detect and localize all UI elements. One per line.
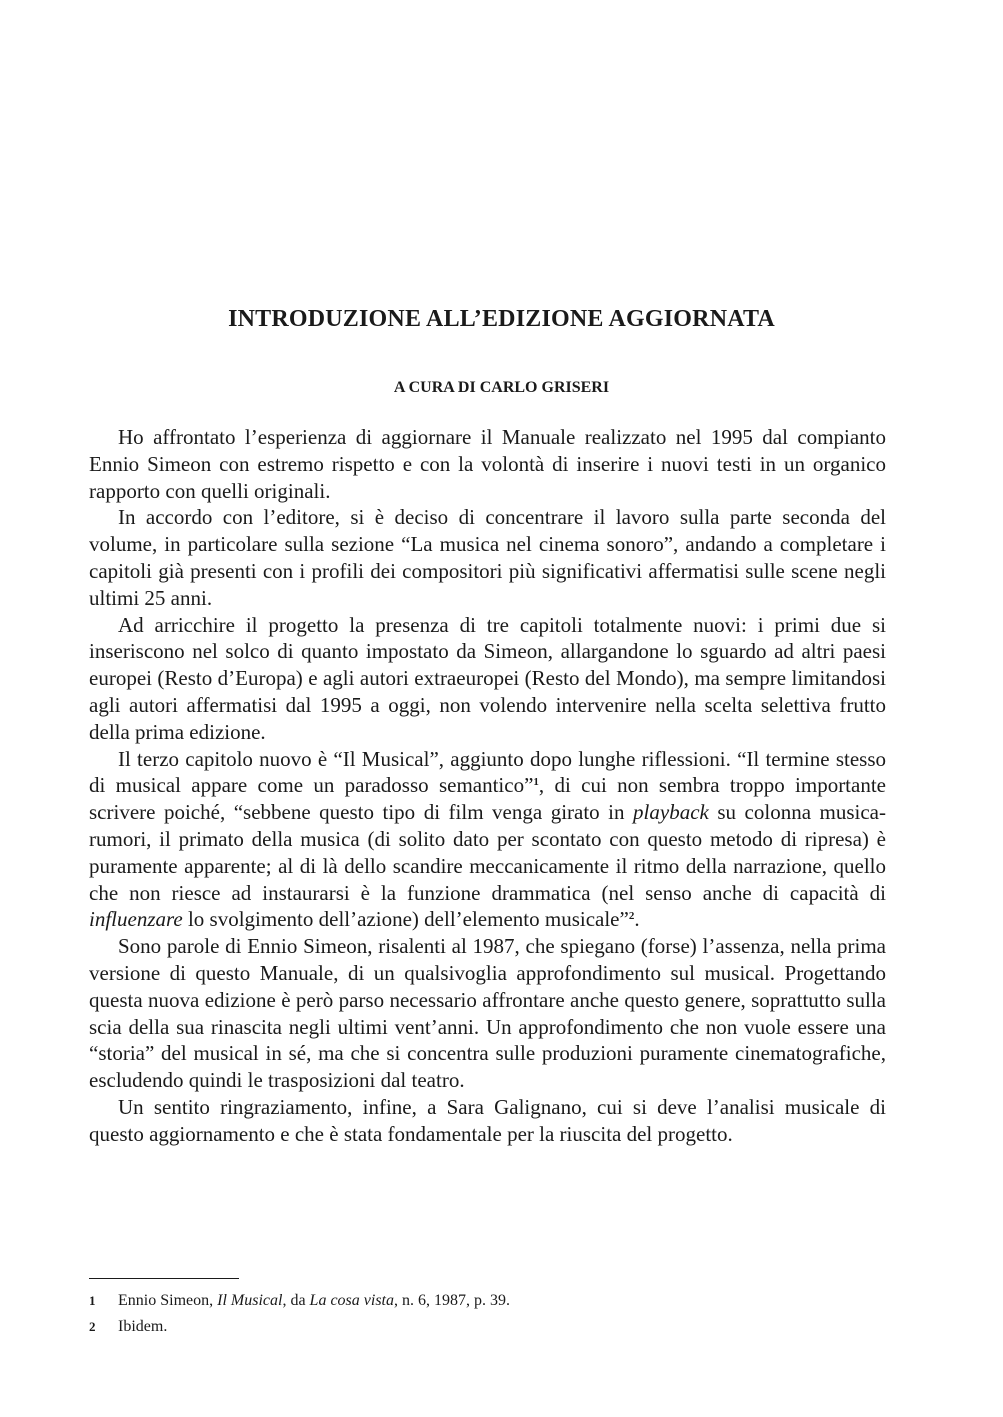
paragraph-4-text-4: lo svolgimento dell’azione) dell’elemento musicale” <box>182 907 629 932</box>
footnote-1 <box>89 1288 886 1314</box>
footnote-1-connector: , da <box>282 1292 310 1309</box>
paragraph-1: Ho affrontato l’esperienza di aggiornare il Manuale realizzato nel 1995 dal compianto Ennio Simeon con estremo rispetto e con la volontà di inserire i nuovi testi in un organico rapporto con quelli originali. <box>89 425 886 503</box>
footnote-1-author: Ennio Simeon, <box>118 1292 218 1309</box>
footnote-number: 1 <box>89 1293 96 1308</box>
footnote-2 <box>89 1314 886 1340</box>
footnote-ref-1: 1 <box>533 776 539 789</box>
paragraph-2: In accordo con l’editore, si è deciso di concentrare il lavoro sulla parte seconda del volume, in particolare sulla sezione “La musica nel cinema sonoro”, andando a completare i capitoli già presenti con i profili dei compositori più significativi affermatisi sulle scene negli ultimi 25 anni. <box>89 505 886 610</box>
paragraph-4-text-1: Il terzo capitolo nuovo è “Il Musical”, aggiunto dopo lunghe riflessioni. “Il termine stesso di musical appare come un paradosso semantico” <box>89 746 886 798</box>
paragraph-4 <box>89 746 886 934</box>
italic-playback: playback <box>633 800 709 825</box>
footnote-ref-2: 2 <box>628 910 635 923</box>
footnote-1-source-title: La cosa vista <box>309 1292 394 1309</box>
paragraph-6: Un sentito ringraziamento, infine, a Sara Galignano, cui si deve l’analisi musicale di questo aggiornamento e che è stata fondamentale per la riuscita del progetto. <box>89 1094 886 1146</box>
footnote-divider <box>89 1278 239 1279</box>
paragraph-4-text-2: , di cui non sembra troppo importante scrivere poiché, “sebbene questo tipo di film venga girato in <box>89 773 886 825</box>
footnote-1-details: , n. 6, 1987, p. 39. <box>394 1292 510 1309</box>
footnote-text: Ibidem. <box>118 1318 168 1335</box>
body-text <box>89 424 886 1148</box>
footnote-text <box>118 1288 510 1314</box>
footnote-1-work-title: Il Musical <box>217 1292 283 1309</box>
paragraph-5: Sono parole di Ennio Simeon, risalenti al 1987, che spiegano (forse) l’assenza, nella prima versione di questo Manuale, di un qualsivoglia approfondimento sul musical. Progettando questa nuova edizione è però parso necessario affrontare anche questo genere, soprattutto sulla scia della sua rinascita negli ultimi vent’anni. Un approfondimento che non vuole essere una “storia” del musical in sé, ma che si concentra sulle produzioni puramente cinematografiche, escludendo quindi le trasposizioni dal teatro. <box>89 934 886 1093</box>
chapter-byline: A CURA DI CARLO GRISERI <box>393 379 610 396</box>
footnote-number: 2 <box>89 1319 96 1334</box>
italic-influenzare: influenzare <box>89 907 183 932</box>
paragraph-3: Ad arricchire il progetto la presenza di tre capitoli totalmente nuovi: i primi due si inseriscono nel solco di quanto impostato da Simeon, allargandone lo sguardo ad altri paesi europei (Resto d’Europa) e agli autori extraeuropei (Resto del Mondo), ma sempre limitandosi agli autori affermatisi dal 1995 a oggi, non volendo intervenire nella scelta selettiva frutto della prima edizione. <box>89 612 886 744</box>
chapter-title: INTRODUZIONE ALL’EDIZIONE AGGIORNATA <box>228 306 775 332</box>
paragraph-4-text-5: . <box>634 907 640 932</box>
footnotes <box>89 1288 886 1340</box>
paragraph-4-text-3: su colonna musica-rumori, il primato della musica (di solito dato per scontato con questo metodo di ripresa) è puramente apparente; al di là dello scandire meccanicamente il ritmo della narrazione, quello che non riesce ad instaurarsi è la funzione drammatica (nel senso anche di capacità di <box>89 800 887 905</box>
